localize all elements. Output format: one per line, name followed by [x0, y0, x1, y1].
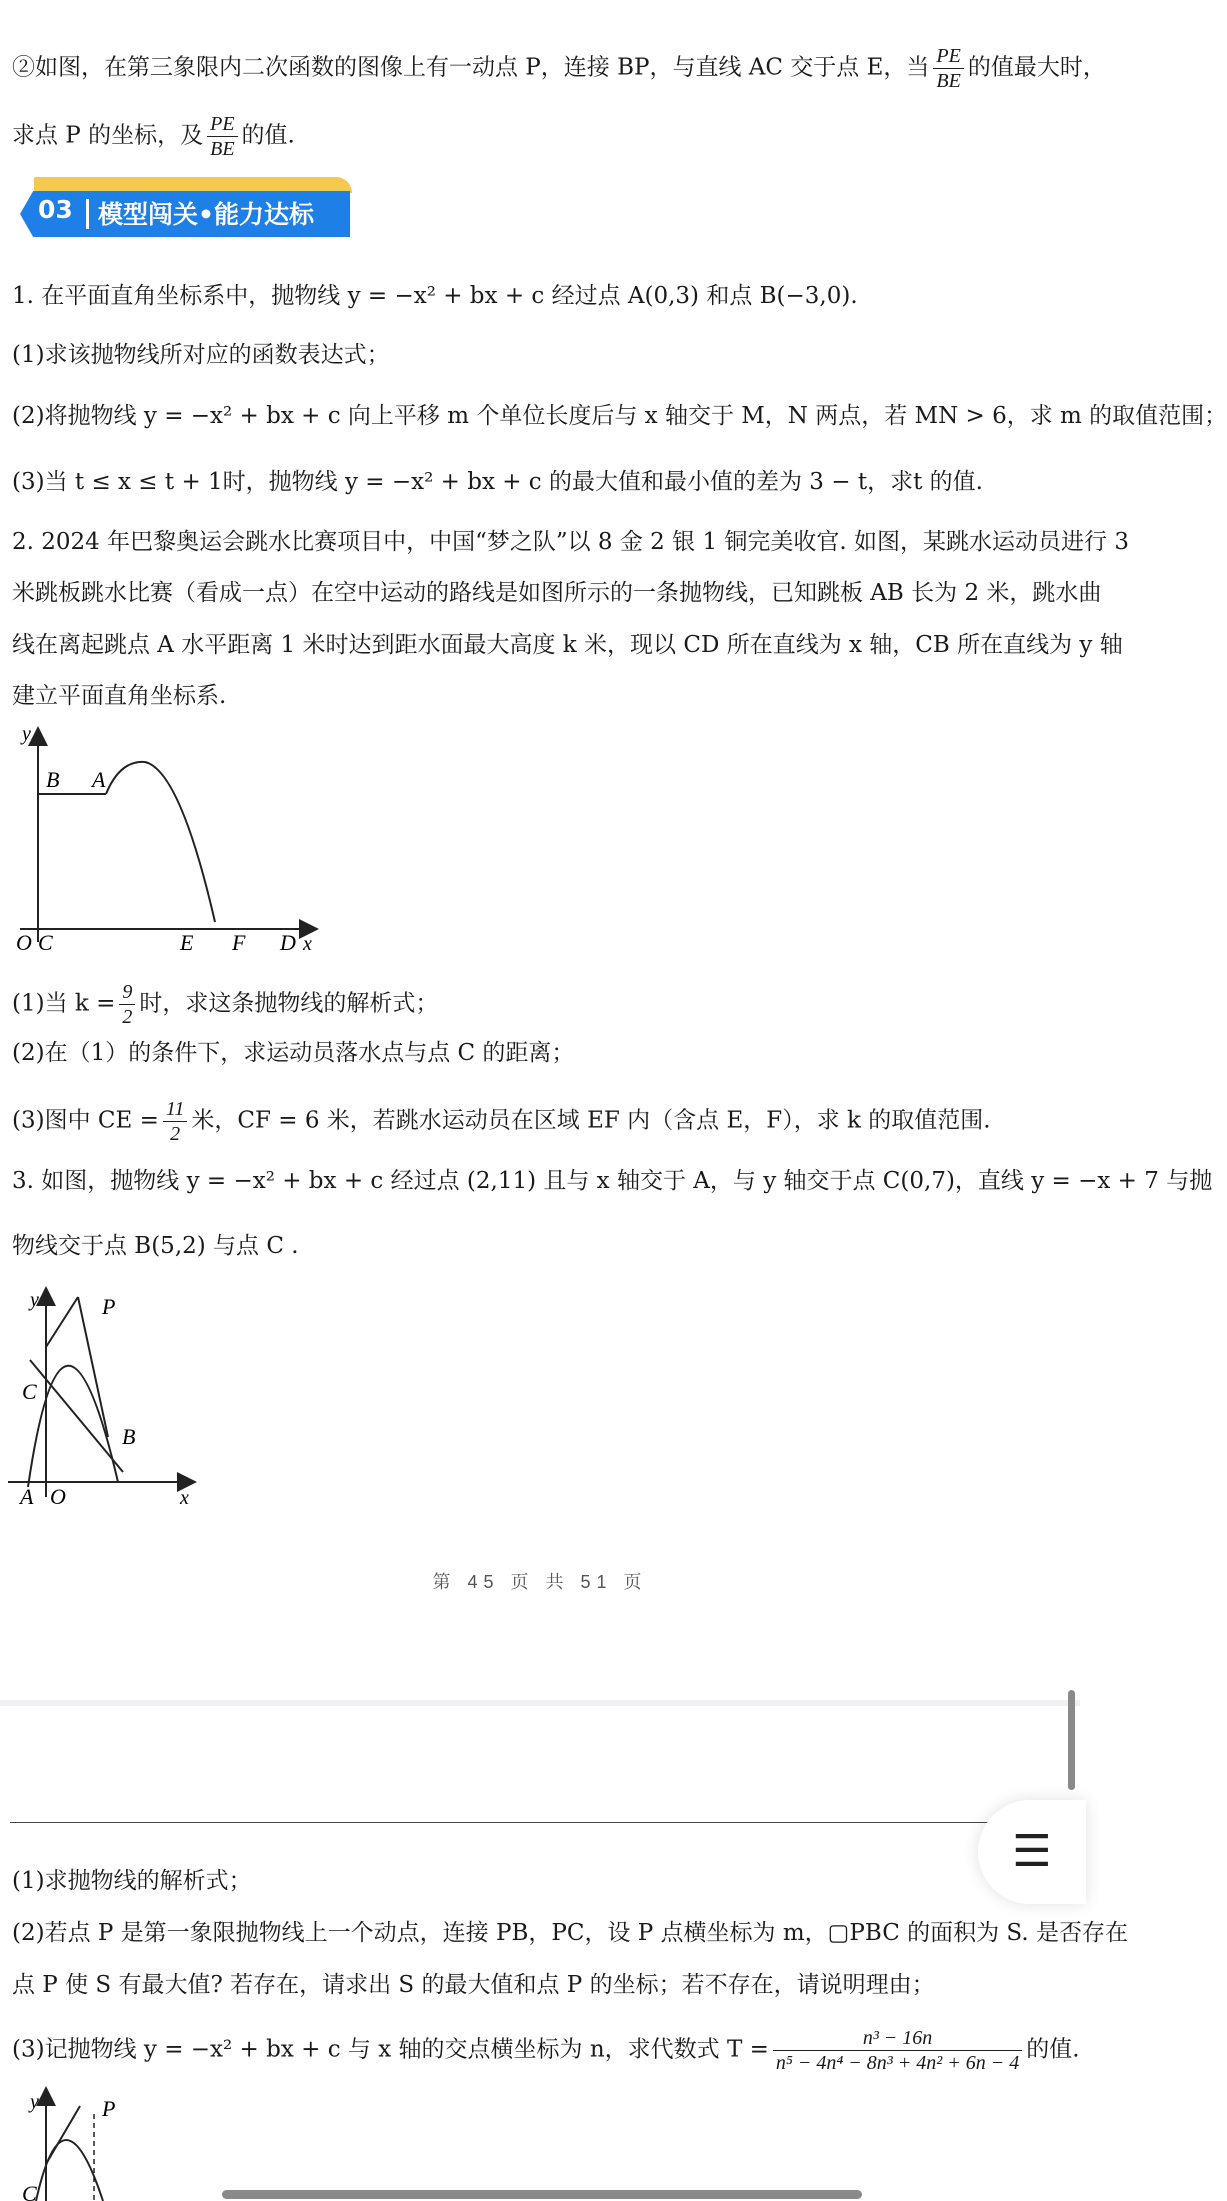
banner-gold-stripe	[34, 177, 352, 193]
page-rule	[10, 1822, 1070, 1823]
label-d: D	[280, 930, 296, 955]
label-x: x	[180, 1487, 189, 1509]
q3-line-2: 物线交于点 B(5,2) 与点 C .	[12, 1233, 299, 1259]
label-a: A	[20, 1484, 34, 1509]
banner-number: 03	[38, 195, 73, 224]
q3-part-2: (2)若点 P 是第一象限抛物线上一个动点，连接 PB，PC，设 P 点横坐标为 m，▢PBC 的面积为 S. 是否存在	[12, 1920, 1128, 1946]
page-gap	[0, 1700, 1080, 1706]
label-p: P	[102, 1294, 116, 1319]
label-y: y	[30, 1289, 39, 1311]
menu-icon[interactable]: ☰	[978, 1800, 1086, 1904]
q2-part-1: (1)当 k = $\frac{9}{2}$ 时，求这条抛物线的解析式；	[12, 981, 439, 1028]
intro-line-1: ②如图，在第三象限内二次函数的图像上有一动点 P，连接 BP，与直线 AC 交于点 E，当 $\frac{PE}{BE}$ 的值最大时，	[12, 45, 1106, 92]
fraction-t: $\frac{\text{n³ − 16n}}{\text{n⁵ − 4n⁴ − 8n³ + 4n² + 6n − 4}}$	[773, 2026, 1022, 2075]
dive-parabola	[106, 762, 215, 922]
q3-part-1: (1)求抛物线的解析式；	[12, 1868, 252, 1894]
label-o: O	[16, 930, 32, 955]
q1-part-1: (1)求该抛物线所对应的函数表达式；	[12, 342, 390, 368]
q3-line-1: 3. 如图，抛物线 y = −x² + bx + c 经过点 (2,11) 且与 x 轴交于 A，与 y 轴交于点 C(0,7)，直线 y = −x + 7 与抛	[12, 1168, 1213, 1194]
fraction-pe-be-2: $\frac{PE}{BE}$	[207, 112, 237, 161]
parabola	[28, 1366, 118, 1487]
line-cb	[30, 1360, 123, 1472]
label-f: F	[232, 930, 246, 955]
q2-part-3: (3)图中 CE = $\frac{11}{2}$ 米，CF = 6 米，若跳水运动员在区域 EF 内（含点 E，F），求 k 的取值范围.	[12, 1098, 991, 1145]
label-y: y	[30, 2091, 39, 2113]
label-y: y	[22, 723, 31, 745]
q3-part-3: (3)记抛物线 y = −x² + bx + c 与 x 轴的交点横坐标为 n，求代数式 T = $\frac{\text{n³ − 16n}}{\text{n⁵ − 4n⁴ − 8n³ + 4n² + 6n − 4}}$ 的值.	[12, 2027, 1080, 2074]
q2-line-2: 米跳板跳水比赛（看成一点）在空中运动的路线是如图所示的一条抛物线，已知跳板 AB 长为 2 米，跳水曲	[12, 580, 1102, 606]
q1-stem: 1. 在平面直角坐标系中，抛物线 y = −x² + bx + c 经过点 A(0,3) 和点 B(−3,0).	[12, 283, 858, 309]
banner-title: 模型闯关•能力达标	[98, 200, 314, 229]
section-banner	[20, 183, 350, 243]
fraction-11-2: $\frac{11}{2}$	[163, 1097, 188, 1146]
label-o: O	[50, 1484, 66, 1509]
q1-part-3: (3)当 t ≤ x ≤ t + 1时，抛物线 y = −x² + bx + c 的最大值和最小值的差为 3 − t，求t 的值.	[12, 469, 983, 495]
label-b: B	[122, 1424, 136, 1449]
intro-line-2: 求点 P 的坐标，及 $\frac{PE}{BE}$ 的值.	[12, 113, 295, 160]
q2-line-3: 线在离起跳点 A 水平距离 1 米时达到距水面最大高度 k 米，现以 CD 所在直线为 x 轴，CB 所在直线为 y 轴	[12, 632, 1123, 658]
label-b: B	[46, 767, 60, 792]
fraction-pe-be: $\frac{PE}{BE}$	[933, 44, 963, 93]
page-number: 第 45 页 共 51 页	[432, 1572, 648, 1592]
q3-parabola-figure	[8, 1282, 208, 1512]
q1-part-2: (2)将抛物线 y = −x² + bx + c 向上平移 m 个单位长度后与 x 轴交于 M，N 两点，若 MN > 6，求 m 的取值范围；	[12, 403, 1227, 429]
label-a: A	[92, 767, 106, 792]
segment-cp	[46, 2106, 80, 2164]
vertical-scrollbar[interactable]	[1068, 1690, 1075, 1790]
label-c: C	[38, 930, 53, 955]
fraction-9-2: $\frac{9}{2}$	[119, 980, 135, 1029]
q3-part-2b: 点 P 使 S 有最大值? 若存在，请求出 S 的最大值和点 P 的坐标；若不存在，请说明理由；	[12, 1972, 935, 1998]
q2-diving-figure	[10, 722, 320, 955]
banner-divider	[86, 199, 89, 229]
q2-line-4: 建立平面直角坐标系.	[12, 683, 227, 709]
label-c: C	[22, 1379, 37, 1404]
label-p: P	[102, 2096, 116, 2121]
q3-figure-partial	[8, 2084, 148, 2201]
label-x: x	[303, 933, 312, 955]
segment-cp	[46, 1297, 78, 1347]
horizontal-scrollbar[interactable]	[222, 2190, 862, 2199]
label-c: C	[22, 2181, 37, 2201]
label-e: E	[180, 930, 194, 955]
q2-part-2: (2)在（1）的条件下，求运动员落水点与点 C 的距离；	[12, 1040, 575, 1066]
q2-line-1: 2. 2024 年巴黎奥运会跳水比赛项目中，中国“梦之队”以 8 金 2 银 1 铜完美收官. 如图，某跳水运动员进行 3	[12, 529, 1129, 555]
